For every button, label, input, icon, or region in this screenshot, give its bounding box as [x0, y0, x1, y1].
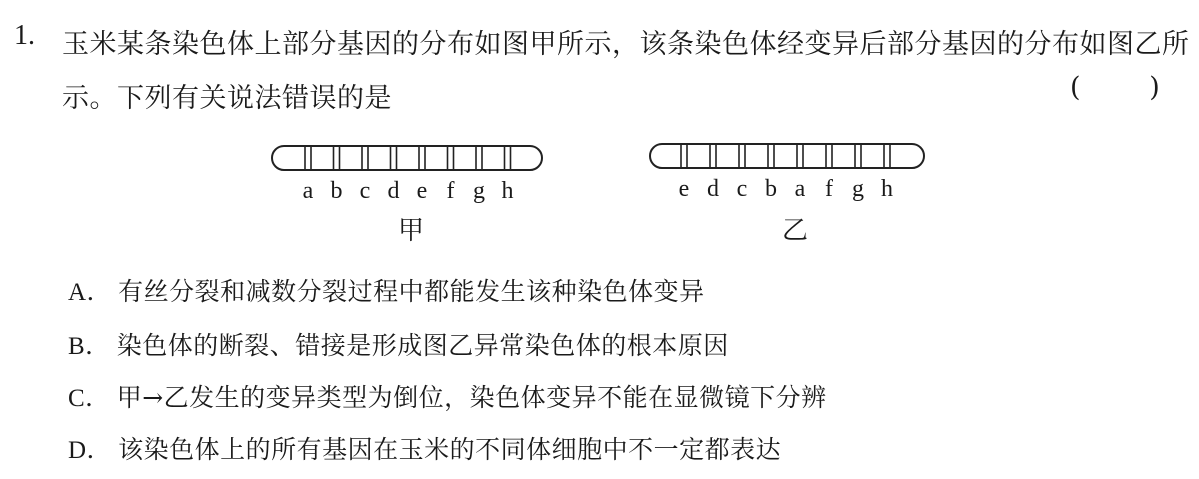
gene-label-b: b — [330, 178, 343, 204]
gene-label-g: g — [852, 176, 864, 202]
gene-label-e: e — [678, 176, 690, 202]
gene-label-d: d — [707, 176, 719, 202]
option-text: 该染色体上的所有基因在玉米的不同体细胞中不一定都表达 — [118, 435, 782, 464]
option-key: D． — [68, 437, 113, 464]
gene-label-f: f — [825, 176, 833, 202]
chromosome-body — [650, 144, 924, 168]
option-a — [68, 272, 705, 308]
option-key: B． — [68, 333, 111, 360]
gene-label-h: h — [501, 178, 514, 204]
option-key: A． — [68, 279, 113, 306]
option-key: C． — [68, 385, 111, 412]
gene-labels — [679, 176, 893, 202]
option-c — [68, 378, 827, 414]
gene-label-c: c — [359, 178, 371, 204]
question-number: 1. — [14, 20, 35, 51]
figure-caption-jia: 甲 — [398, 216, 425, 246]
option-d — [68, 430, 781, 466]
gene-label-a: a — [794, 176, 806, 202]
gene-labels — [303, 178, 514, 204]
gene-label-f: f — [446, 178, 455, 204]
gene-label-d: d — [387, 178, 400, 204]
gene-label-a: a — [302, 178, 314, 204]
chromosome-body — [272, 146, 542, 170]
option-text: 染色体的断裂、错接是形成图乙异常染色体的根本原因 — [116, 331, 729, 360]
option-b — [68, 326, 729, 362]
figure-caption-yi: 乙 — [782, 216, 809, 246]
question-stem: 玉米某条染色体上部分基因的分布如图甲所示，该条染色体经变异后部分基因的分布如图乙所示。下列有关说法错误的是 — [62, 29, 1190, 114]
answer-bracket: ( ) — [1070, 72, 1160, 103]
gene-label-c: c — [736, 176, 748, 202]
gene-label-b: b — [765, 176, 777, 202]
gene-label-g: g — [473, 178, 485, 204]
option-text: 有丝分裂和减数分裂过程中都能发生该种染色体变异 — [118, 277, 705, 306]
chromosome-figure-jia — [270, 144, 550, 204]
chromosome-figure-yi — [648, 142, 933, 202]
gene-label-h: h — [881, 176, 893, 202]
gene-label-e: e — [416, 178, 428, 204]
option-text: 甲→乙发生的变异类型为倒位，染色体变异不能在显微镜下分辨 — [116, 383, 827, 412]
